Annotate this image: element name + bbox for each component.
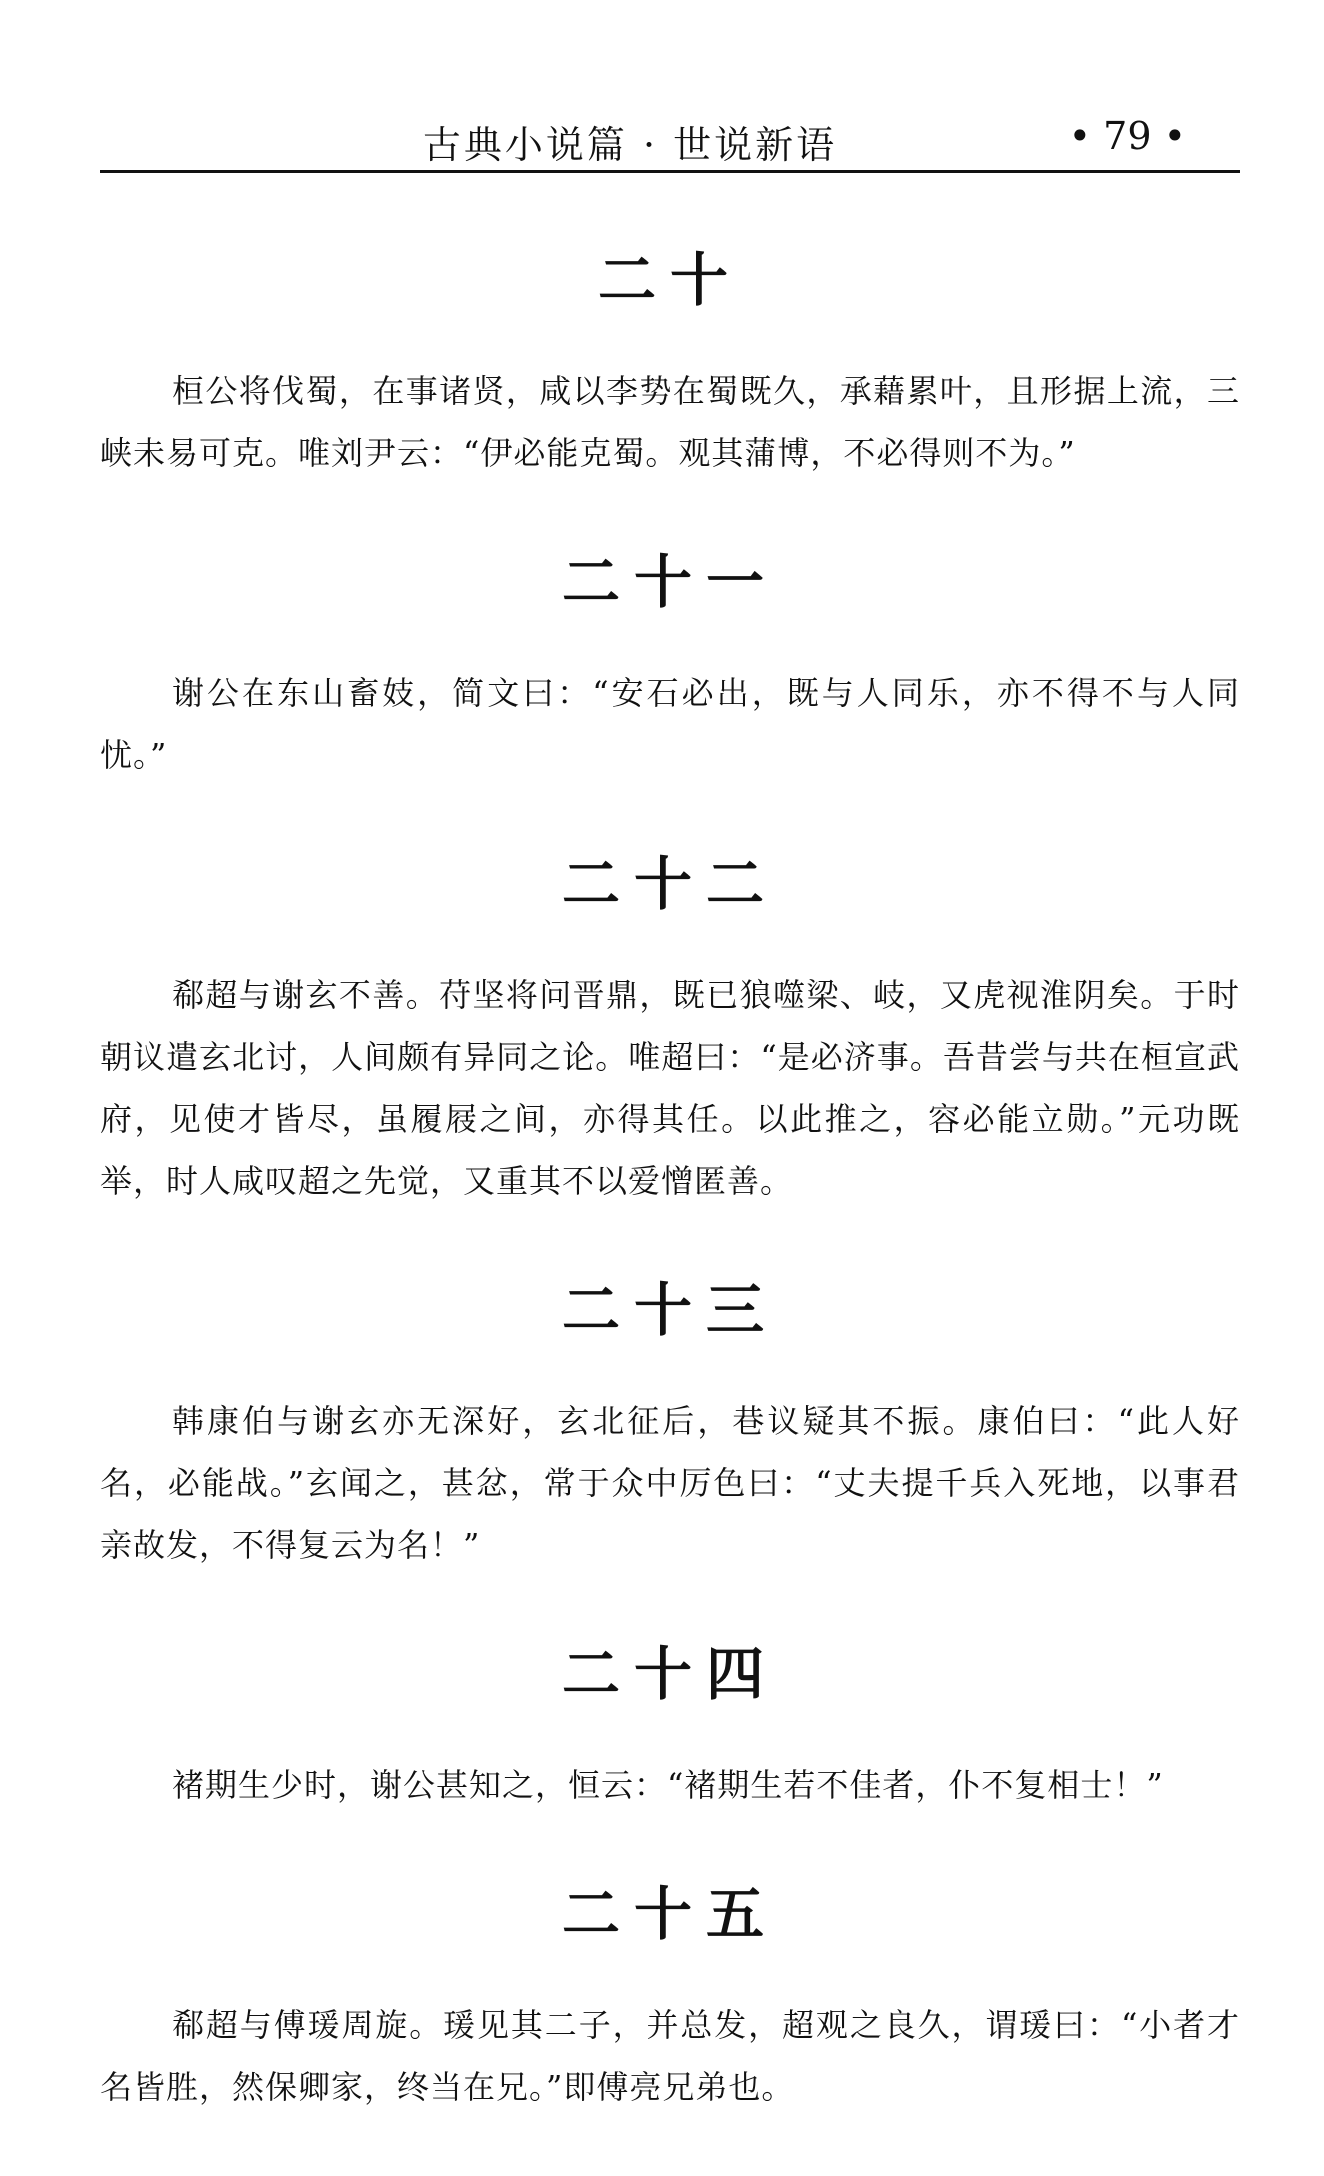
page-header	[100, 100, 1240, 170]
section-paragraph: 郗超与傅瑗周旋。瑗见其二子，并总发，超观之良久，谓瑗曰：“小者才名皆胜，然保卿家，终当在兄。”即傅亮兄弟也。	[100, 2006, 1240, 2106]
section-20	[100, 240, 1240, 484]
section-heading: 二十一	[561, 548, 778, 616]
section-25	[100, 1874, 1240, 2118]
section-heading: 二十三	[561, 1276, 778, 1344]
running-title: 古典小说篇 · 世说新语	[422, 123, 838, 167]
section-heading: 二十二	[561, 850, 778, 918]
section-paragraph: 褚期生少时，谢公甚知之，恒云：“褚期生若不佳者，仆不复相士！”	[172, 1766, 1164, 1804]
section-23	[100, 1270, 1240, 1576]
section-paragraph: 谢公在东山畜妓，简文曰：“安石必出，既与人同乐，亦不得不与人同忧。”	[100, 674, 1240, 774]
section-heading: 二十	[597, 246, 742, 314]
section-heading: 二十五	[561, 1880, 778, 1948]
section-24	[100, 1634, 1240, 1816]
page-number: • 79 •	[1068, 114, 1186, 158]
section-paragraph: 桓公将伐蜀，在事诸贤，咸以李势在蜀既久，承藉累叶，且形据上流，三峡未易可克。唯刘尹云：“伊必能克蜀。观其蒲博，不必得则不为。”	[100, 372, 1240, 472]
section-paragraph: 韩康伯与谢玄亦无深好，玄北征后，巷议疑其不振。康伯曰：“此人好名，必能战。”玄闻之，甚忿，常于众中厉色曰：“丈夫提千兵入死地，以事君亲故发，不得复云为名！”	[100, 1402, 1240, 1564]
section-22	[100, 844, 1240, 1212]
section-heading: 二十四	[561, 1640, 778, 1708]
page-content	[100, 240, 1240, 2176]
section-paragraph: 郗超与谢玄不善。苻坚将问晋鼎，既已狼噬梁、岐，又虎视淮阴矣。于时朝议遣玄北讨，人间颇有异同之论。唯超曰：“是必济事。吾昔尝与共在桓宣武府，见使才皆尽，虽履屐之间，亦得其任。以此推之，容必能立勋。”元功既举，时人咸叹超之先觉，又重其不以爱憎匿善。	[100, 976, 1240, 1200]
section-21	[100, 542, 1240, 786]
header-rule	[100, 170, 1240, 173]
